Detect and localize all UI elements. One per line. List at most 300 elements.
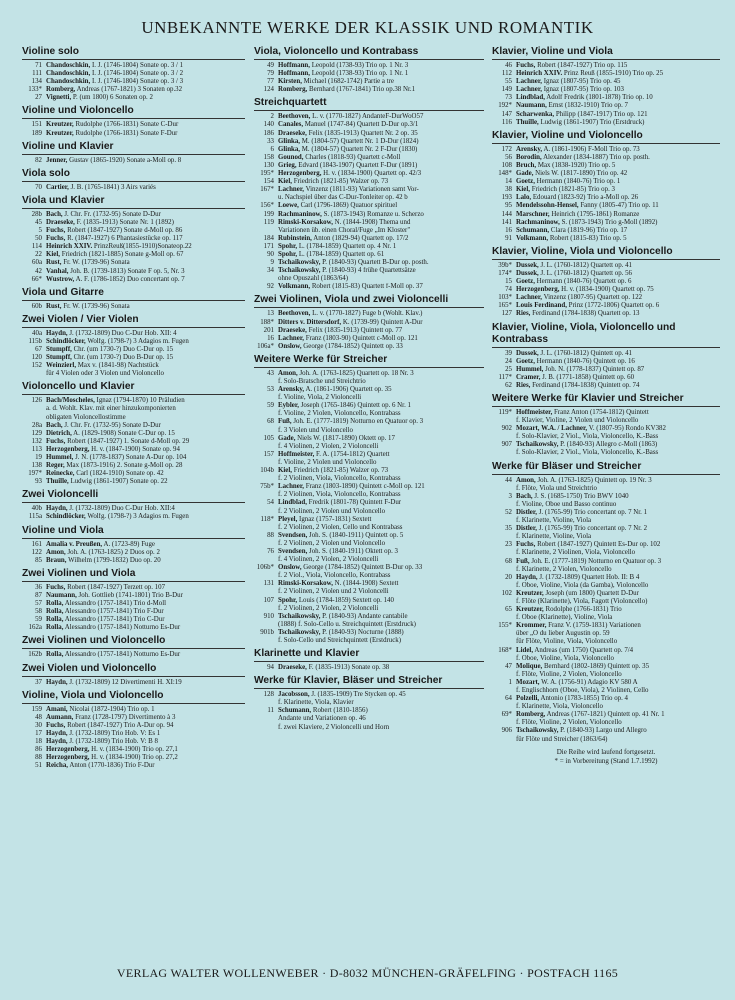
catalog-entry: [254, 162, 484, 170]
work-description: [516, 441, 720, 457]
work-title: Ernst (1832-1910) Trio op. 7: [546, 102, 628, 110]
work-title: J. B. (1765-1841) 3 Airs variés: [68, 183, 156, 191]
work-title: Joseph (um 1800) Quartett D-Dur f. Flöte (Klarinette), Viola, Fagott (Violoncello): [516, 589, 648, 605]
catalog-entry: [254, 418, 484, 434]
work-title: A. F. (1786-1852) Duo concertant op. 7: [74, 275, 185, 283]
composer-name: Chandoschkin,: [46, 70, 91, 78]
edition-number: 116: [501, 118, 512, 126]
work-title: Andreas (um 1750) Quartett op. 7/4 f. Oboe, Violine, Viola, Violoncello: [516, 646, 634, 662]
work-title: Joh. A. (1763-1825) Quintett op. 19 Nr. 3 f. Flöte, Viola und Streichtrio: [516, 476, 652, 492]
work-title: Ludwig (1861-1907) Trio (Erstdruck): [538, 118, 645, 126]
catalog-entry: [22, 346, 245, 354]
composer-name: Lachner,: [278, 186, 304, 194]
work-description: [516, 663, 720, 679]
work-title: Joh. B. (1739-1813) Sonate F op. 5, Nr. 3: [68, 267, 185, 275]
work-description: [516, 194, 720, 202]
edition-number: 17: [35, 729, 42, 737]
edition-number: 186: [263, 129, 274, 137]
work-description: [46, 227, 245, 235]
catalog-entry: [492, 94, 720, 102]
catalog-entry: [492, 211, 720, 219]
composer-name: Dussek,: [516, 269, 539, 277]
work-description: [516, 558, 720, 574]
catalog-entry: [492, 425, 720, 441]
catalog-entry: [22, 462, 245, 470]
edition-number: 115b: [28, 337, 42, 345]
section-title: Violine und Viola: [22, 525, 245, 539]
edition-number: 40a: [32, 329, 42, 337]
catalog-entry: [492, 727, 720, 743]
catalog-entry: [22, 397, 245, 421]
catalog-entry: [492, 194, 720, 202]
catalog-entry: [254, 707, 484, 731]
composer-name: Kreutzer,: [516, 606, 544, 614]
work-title: Franz (1728-1797) Divertimento à 3: [73, 713, 176, 721]
work-title: Anton (1829-94) Quartett op. 17/2: [311, 234, 409, 242]
composer-name: Herzogenberg,: [46, 445, 90, 453]
work-title: Fr. W. (1739-96) Sonata: [61, 302, 130, 310]
composer-name: Romberg,: [516, 711, 546, 719]
composer-name: Tschaikowsky,: [278, 612, 321, 620]
work-description: [278, 402, 484, 418]
section-title: Zwei Violinen, Viola und zwei Violoncelli: [254, 294, 484, 308]
work-description: [516, 374, 720, 382]
edition-number: 57: [35, 600, 42, 608]
catalog-entry: [254, 259, 484, 267]
edition-number: 67: [35, 345, 42, 353]
edition-number: 39: [505, 349, 512, 357]
edition-number: 46: [505, 62, 512, 69]
work-description: [516, 154, 720, 162]
work-description: [46, 754, 245, 762]
work-title: P. (1840-93) Allegro c-Moll (1863) f. Solo-Klavier, 2 Viol., Viola, Violoncello, K.-Bass: [516, 441, 659, 457]
edition-number: 126: [31, 397, 42, 405]
work-title: L. v. (1770-1827) Fuge b (Wohlt. Klav.): [310, 310, 423, 318]
catalog-entry: [492, 162, 720, 170]
composer-name: Volkmann,: [516, 234, 549, 242]
work-title: Max v. (1841-98) Nachtstück für 4 Violen oder 3 Violen und Violoncello: [46, 362, 164, 378]
work-description: [278, 62, 484, 70]
section-title: Weitere Werke für Klavier und Streicher: [492, 393, 720, 407]
catalog-entry: [492, 270, 720, 278]
catalog-entry: [254, 335, 484, 343]
work-description: [516, 186, 720, 194]
work-description: [46, 235, 245, 243]
catalog-section: [22, 663, 245, 687]
catalog-entry: [254, 62, 484, 70]
work-title: Joh. A. (1763-1825) Quartett op. 18 Nr. 3 f. Solo-Bratsche und Streichtrio: [278, 369, 414, 385]
publisher-footer: VERLAG WALTER WOLLENWEBER · D-8032 MÜNCHEN-GRÄFELFING · POSTFACH 1165: [116, 966, 619, 980]
edition-number: 88: [267, 531, 274, 539]
work-title: Wolfg. (1798-?) 3 Adagios m. Fugen: [85, 513, 189, 521]
catalog-entry: [254, 130, 484, 138]
edition-number: 59: [35, 616, 42, 624]
edition-number: 64: [505, 695, 512, 703]
composer-name: Beethoven,: [278, 113, 311, 121]
work-description: [278, 154, 484, 162]
composer-name: Cartier,: [46, 183, 69, 191]
work-description: [278, 219, 484, 235]
catalog-entry: [254, 310, 484, 318]
edition-number: 22: [35, 251, 42, 259]
composer-name: Haydn,: [46, 729, 68, 737]
edition-number: 106b*: [256, 564, 274, 572]
edition-number: 68: [505, 557, 512, 565]
work-title: Louis (1784-1859) Sextett op. 140 f. 2 Violinen, 2 Violen, 2 Violoncelli: [278, 596, 394, 612]
composer-name: Tschaikowsky,: [516, 727, 559, 735]
catalog-entry: [22, 651, 245, 659]
work-title: Heinrich (1795-1861) Romanze: [549, 210, 640, 218]
work-title: Antonio (1783-1855) Trio op. 4 f. Klarinette, Viola, Violoncello: [516, 695, 628, 711]
catalog-entry: [22, 754, 245, 762]
work-description: [516, 219, 720, 227]
edition-number: 28b: [31, 210, 42, 218]
work-title: Robert (1847-1927) Terzett op. 107: [65, 583, 166, 591]
catalog-entry: [22, 557, 245, 565]
work-title: Wilhelm (1799-1832) Duo op. 20: [66, 556, 161, 564]
catalog-entry: [492, 647, 720, 663]
composer-name: Amalia v. Preußen,: [46, 540, 103, 548]
work-description: [46, 478, 245, 486]
composer-name: Distler,: [516, 508, 537, 516]
work-title: M. (1804-57) Quartett Nr. 2 F-Dur (1830): [300, 145, 418, 153]
edition-number: 149: [501, 86, 512, 94]
catalog-entry: [22, 624, 245, 632]
catalog-entry: [22, 616, 245, 624]
catalog-entry: [254, 327, 484, 335]
composer-name: Beethoven,: [278, 310, 311, 318]
work-title: H. v. (1847-1900) Sonate op. 94: [89, 445, 180, 453]
work-description: [278, 499, 484, 515]
catalog-entry: [22, 94, 245, 102]
work-description: [46, 584, 245, 592]
edition-number: 140: [263, 121, 274, 129]
composer-name: Aumann,: [46, 713, 74, 721]
work-description: [516, 622, 720, 646]
edition-number: 28a: [32, 421, 42, 429]
composer-name: Loewe,: [278, 202, 299, 210]
work-description: [46, 243, 245, 251]
catalog-column-2: [254, 46, 484, 735]
catalog-entry: [22, 470, 245, 478]
edition-number: 34: [267, 267, 274, 275]
work-description: [516, 119, 720, 127]
work-title: Rudolphe (1766-1831) Sonate C-Dur: [73, 121, 179, 129]
catalog-entry: [22, 184, 245, 192]
work-description: [46, 608, 245, 616]
work-title: Hermann (1840-76) Quartett op. 6: [534, 278, 632, 286]
work-description: [278, 467, 484, 483]
work-description: [46, 330, 245, 338]
catalog-entry: [22, 608, 245, 616]
edition-number: 907: [501, 441, 512, 449]
work-description: [516, 493, 720, 509]
edition-number: 95: [505, 202, 512, 210]
work-description: [516, 111, 720, 119]
composer-name: Molique,: [516, 662, 543, 670]
work-title: I. J. (1746-1804) Sonate op. 3 / 2: [90, 70, 184, 78]
catalog-entry: [22, 362, 245, 378]
composer-name: Chandoschkin,: [46, 78, 91, 86]
composer-name: Reger,: [46, 462, 65, 470]
work-title: F. A. (1754-1812) Quartett f. Violine, 2 Violen und Violoncello: [278, 450, 390, 466]
work-description: [46, 157, 245, 165]
edition-number: 65: [505, 606, 512, 614]
edition-number: 42: [35, 267, 42, 275]
composer-name: Spohr,: [278, 596, 298, 604]
work-title: P. (um 1800) 6 Sonaten op. 2: [71, 94, 153, 102]
catalog-entry: [22, 438, 245, 446]
edition-number: 192*: [498, 102, 512, 110]
edition-number: 36: [35, 583, 42, 591]
work-title: H. v. (1834-1900) Quartett op. 42/3: [321, 170, 422, 178]
composer-name: Lidel,: [516, 646, 534, 654]
composer-name: Pleyel,: [278, 515, 298, 523]
edition-number: 115a: [28, 513, 42, 521]
section-title: Klavier, Violine und Viola: [492, 46, 720, 60]
work-title: J. (1765-99) Trio concertant op. 7 Nr. 1 f. Klarinette, Violine, Viola: [516, 508, 648, 525]
work-description: [516, 294, 720, 302]
composer-name: Romberg,: [46, 86, 76, 94]
work-title: J. (1732-1809) Trio Hob. V: B 8: [67, 737, 158, 745]
composer-name: Reicha,: [46, 762, 69, 770]
edition-number: 151: [31, 121, 42, 129]
catalog-column-1: [22, 46, 245, 773]
composer-name: Tschaikowsky,: [278, 267, 321, 275]
work-description: [516, 590, 720, 606]
composer-name: Louis Ferdinand,: [516, 302, 567, 310]
catalog-entry: [492, 70, 720, 78]
work-title: J. L. (1760-1812) Quintett op. 41: [538, 349, 633, 357]
edition-number: 902: [501, 425, 512, 433]
edition-number: 131: [263, 580, 274, 588]
catalog-entry: [22, 722, 245, 730]
work-description: [278, 178, 484, 186]
catalog-section: [254, 97, 484, 291]
catalog-entry: [22, 330, 245, 338]
composer-name: Hoffmeister,: [516, 409, 553, 416]
catalog-entry: [492, 294, 720, 302]
work-title: Manuel (1747-84) Quartett D-Dur op.3/1: [303, 121, 419, 129]
work-title: K. (1739-99) Quintett A-Dur: [341, 318, 423, 326]
catalog-entry: [492, 146, 720, 154]
catalog-entry: [492, 62, 720, 70]
work-description: [278, 343, 484, 351]
catalog-entry: [254, 243, 484, 251]
section-title: Klarinette und Klavier: [254, 648, 484, 662]
composer-name: Kreutzer,: [46, 121, 74, 129]
work-description: [278, 483, 484, 499]
edition-number: 62: [505, 381, 512, 389]
composer-name: Schindlöcker,: [46, 337, 86, 345]
work-description: [46, 211, 245, 219]
work-description: [278, 121, 484, 129]
edition-number: 199: [263, 210, 274, 218]
catalog-entry: [22, 679, 245, 687]
work-title: J. (1835-1909) Tre Stycken op. 45 f. Klarinette, Viola, Klavier: [278, 691, 406, 707]
catalog-entry: [492, 262, 720, 270]
edition-number: 68: [267, 418, 274, 426]
composer-name: Rolla,: [46, 616, 64, 624]
composer-name: Tschaikowsky,: [278, 259, 321, 267]
composer-name: Goetz,: [516, 278, 535, 286]
edition-number: 86: [35, 746, 42, 754]
catalog-entry: [22, 354, 245, 362]
edition-number: 60b: [31, 302, 42, 310]
composer-name: Romberg,: [278, 86, 308, 94]
composer-name: Arensky,: [516, 145, 543, 153]
edition-number: 167*: [260, 186, 274, 194]
work-title: George (1784-1852) Quintett op. 33: [301, 342, 403, 350]
work-description: [516, 78, 720, 86]
work-title: H. v. (1834-1900) Trio op. 27,2: [89, 754, 178, 762]
work-title: J. B. (1771-1858) Quintett op. 60: [540, 373, 635, 381]
catalog-entry: [254, 178, 484, 186]
work-description: [516, 310, 720, 318]
catalog-entry: [254, 283, 484, 291]
edition-number: 9: [270, 259, 274, 267]
work-description: [516, 574, 720, 590]
edition-number: 79: [267, 70, 274, 78]
composer-name: Herzogenberg,: [46, 746, 90, 754]
edition-number: 168*: [498, 646, 512, 654]
work-description: [516, 409, 720, 425]
page-title: UNBEKANNTE WERKE DER KLASSIK UND ROMANTIK: [141, 18, 594, 37]
work-description: [46, 714, 245, 722]
work-description: [46, 462, 245, 470]
edition-number: 18: [35, 737, 42, 745]
work-title: A. (1861-1906) F-Moll Trio op. 73: [542, 145, 640, 153]
catalog-entry: [492, 525, 720, 541]
catalog-entry: [22, 446, 245, 454]
composer-name: Amon,: [46, 548, 66, 556]
work-description: [516, 358, 720, 366]
composer-name: Canales,: [278, 121, 304, 129]
work-title: Joh. S. (1840-1911) Quintett op. 5 f. 2 Violinen, 2 Violen und Violoncello: [278, 531, 404, 547]
edition-number: 117*: [498, 373, 512, 381]
edition-number: 157: [263, 450, 274, 458]
composer-name: Naumann,: [516, 102, 547, 110]
work-title: Carl (1796-1869) Quatuor spirituel: [298, 202, 398, 210]
catalog-entry: [22, 714, 245, 722]
composer-name: Rachmaninow,: [278, 210, 322, 218]
composer-name: Hoffmeister,: [278, 450, 315, 458]
edition-number: 20: [505, 573, 512, 581]
edition-number: 49: [267, 62, 274, 69]
catalog-entry: [22, 746, 245, 754]
work-title: Chr. (um 1730-?) Duo B-Dur op. 15: [71, 354, 174, 362]
catalog-section: [492, 393, 720, 458]
edition-number: 58: [35, 608, 42, 616]
composer-name: Hummel,: [516, 365, 544, 373]
edition-number: 130: [263, 161, 274, 169]
catalog-entry: [492, 366, 720, 374]
work-title: N. (1844-1908) Thema und Variationen üb. einen Choral/Fuge „Im Kloster": [278, 218, 411, 234]
catalog-entry: [22, 62, 245, 70]
edition-number: 141: [501, 218, 512, 226]
work-description: [46, 679, 245, 687]
work-description: [516, 227, 720, 235]
work-title: L. (1784-1859) Quartett op. 4 Nr. 1: [297, 242, 397, 250]
catalog-entry: [22, 592, 245, 600]
composer-name: Rimski-Korsakow,: [278, 218, 333, 226]
composer-name: Dussek,: [516, 349, 539, 357]
work-title: J. (1732-1809) Quartett Hob. II: B 4 f. Oboe, Violine, Viola (da Gamba), Violoncello: [516, 573, 649, 589]
composer-name: Scharwenka,: [516, 110, 555, 118]
work-title: Andreas (1767-1821) 3 Sonaten op.32: [75, 86, 183, 94]
work-description: [278, 86, 484, 94]
composer-name: Kreutzer,: [46, 129, 74, 137]
section-title: Viola solo: [22, 168, 245, 182]
catalog-entry: [22, 541, 245, 549]
catalog-entry: [254, 170, 484, 178]
work-title: Robert (1815-83) Quartett f-Moll op. 37: [310, 283, 423, 291]
work-title: Franz (1803-1890) Quintett c-Moll op. 121 f. 2 Violinen, Viola, Violoncello, Kontrabass: [278, 483, 425, 499]
work-description: [46, 762, 245, 770]
composer-name: Gade,: [516, 170, 534, 178]
work-description: [278, 310, 484, 318]
composer-name: Fuß,: [278, 418, 292, 426]
work-title: J. (1732-1809) Duo C-Dur Hob. XII:4: [67, 505, 175, 513]
work-description: [278, 370, 484, 386]
work-title: J. Chr. Fr. (1732-95) Sonate D-Dur: [62, 421, 161, 429]
catalog-entry: [254, 202, 484, 210]
work-description: [278, 251, 484, 259]
work-title: P. (1840-93) Andante cantabile (1888) f. Solo-Cello u. Streichquintett (Erstdruck): [278, 612, 416, 628]
edition-number: 108: [501, 161, 512, 169]
composer-name: Kirsten,: [278, 78, 302, 86]
catalog-entry: [492, 235, 720, 243]
work-title: Rodolphe (1766-1831) Trio f. Oboe (Klarinette), Violine, Viola: [516, 606, 622, 622]
work-title: Prinz Reuß (1855-1910) Trio op. 25: [562, 70, 664, 78]
work-description: [46, 362, 245, 378]
catalog-entry: [254, 267, 484, 283]
catalog-section: [22, 568, 245, 633]
edition-number: 172: [501, 145, 512, 153]
catalog-entry: [492, 374, 720, 382]
work-title: J. L. (1760-1812) Quartett op. 56: [538, 269, 632, 277]
catalog-entry: [254, 664, 484, 672]
edition-number: 60a: [32, 259, 42, 267]
catalog-entry: [22, 251, 245, 259]
work-description: [46, 505, 245, 513]
edition-number: 35: [505, 525, 512, 533]
edition-number: 93: [35, 478, 42, 486]
work-description: [516, 647, 720, 663]
work-description: [278, 146, 484, 154]
catalog-entry: [22, 276, 245, 284]
composer-name: Lalo,: [516, 194, 532, 202]
catalog-entry: [254, 211, 484, 219]
work-description: [46, 746, 245, 754]
work-title: Charles (1818-93) Quartett c-Moll: [303, 153, 401, 161]
catalog-entry: [22, 600, 245, 608]
composer-name: Draeseke,: [278, 664, 307, 672]
edition-number: 75b*: [260, 483, 274, 491]
work-description: [46, 121, 245, 129]
work-title: Wolfg. (1798-?) 3 Adagios m. Fugen: [85, 337, 189, 345]
catalog-entry: [254, 235, 484, 243]
catalog-section: [22, 525, 245, 565]
work-title: R. (1847-1927) 6 Phantasiestücke op. 117: [65, 235, 183, 243]
catalog-entry: [492, 202, 720, 210]
composer-name: Fuchs,: [516, 62, 536, 69]
composer-name: Rolla,: [46, 624, 64, 632]
work-title: Robert (1810-1856) Andante und Variationen op. 46 f. zwei Klaviere, 2 Violoncelli und Horn: [278, 707, 390, 731]
catalog-entry: [22, 227, 245, 235]
catalog-section: [22, 314, 245, 379]
catalog-section: [22, 105, 245, 137]
